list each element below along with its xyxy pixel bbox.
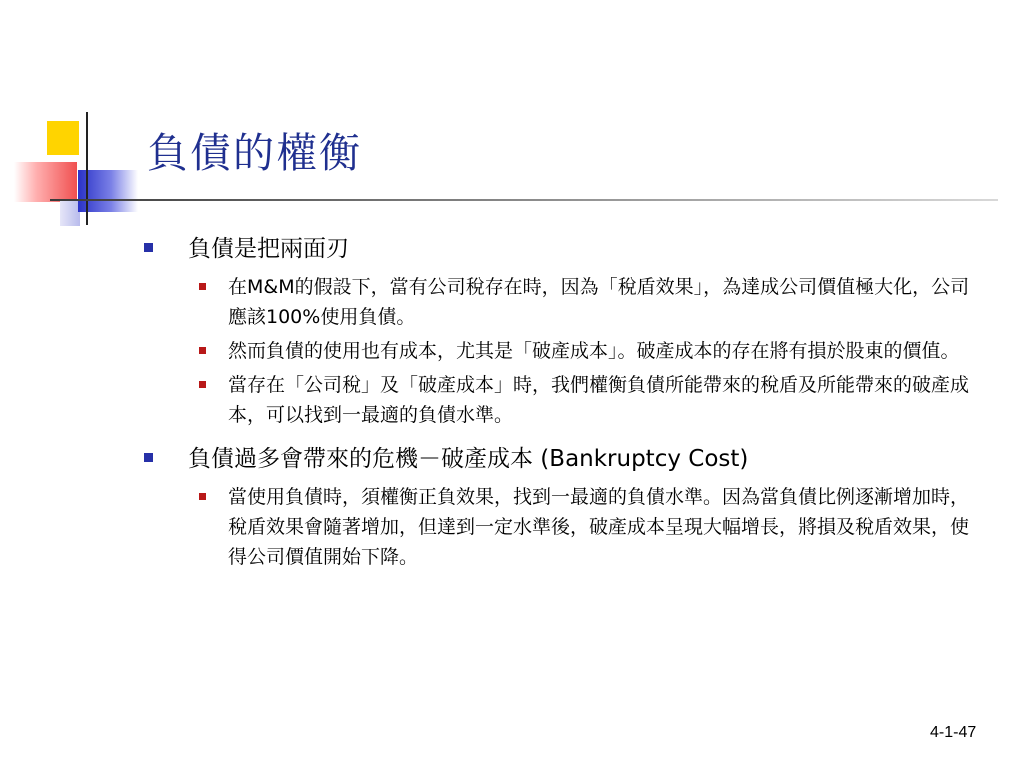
square-bullet-icon bbox=[199, 347, 206, 354]
logo-light-blue-square bbox=[60, 200, 80, 226]
bullet-level2 bbox=[140, 370, 980, 430]
title-underline bbox=[50, 199, 998, 201]
bullet-text: 負債是把兩面刃 bbox=[188, 236, 349, 262]
square-bullet-icon bbox=[199, 381, 206, 388]
bullet-level2 bbox=[140, 272, 980, 332]
square-bullet-icon bbox=[144, 243, 153, 252]
bullet-level2 bbox=[140, 482, 980, 572]
bullet-level2 bbox=[140, 336, 980, 366]
square-bullet-icon bbox=[144, 453, 153, 462]
slide-content bbox=[140, 232, 980, 576]
bullet-level1 bbox=[140, 232, 980, 266]
logo-vertical-line bbox=[86, 112, 88, 225]
bullet-text: 然而負債的使用也有成本，尤其是「破產成本」。破產成本的存在將有損於股東的價值。 bbox=[228, 340, 960, 362]
bullet-text: 當使用負債時，須權衡正負效果，找到一最適的負債水準。因為當負債比例逐漸增加時，稅盾效果會隨著增加，但達到一定水準後，破產成本呈現大幅增長，將損及稅盾效果，使得公司價值開始下降。 bbox=[228, 486, 970, 568]
bullet-text: 在M&M的假設下，當有公司稅存在時，因為「稅盾效果」，為達成公司價值極大化，公司應該100%使用負債。 bbox=[228, 276, 970, 328]
page-number: 4-1-47 bbox=[930, 724, 977, 741]
logo-red-square bbox=[14, 162, 77, 202]
bullet-text: 負債過多會帶來的危機－破產成本 (Bankruptcy Cost) bbox=[188, 446, 749, 472]
square-bullet-icon bbox=[199, 493, 206, 500]
bullet-level1 bbox=[140, 442, 980, 476]
slide-title: 負債的權衡 bbox=[147, 129, 362, 177]
bullet-text: 當存在「公司稅」及「破產成本」時，我們權衡負債所能帶來的稅盾及所能帶來的破產成本，可以找到一最適的負債水準。 bbox=[228, 374, 970, 426]
square-bullet-icon bbox=[199, 283, 206, 290]
logo-yellow-square bbox=[47, 121, 79, 155]
